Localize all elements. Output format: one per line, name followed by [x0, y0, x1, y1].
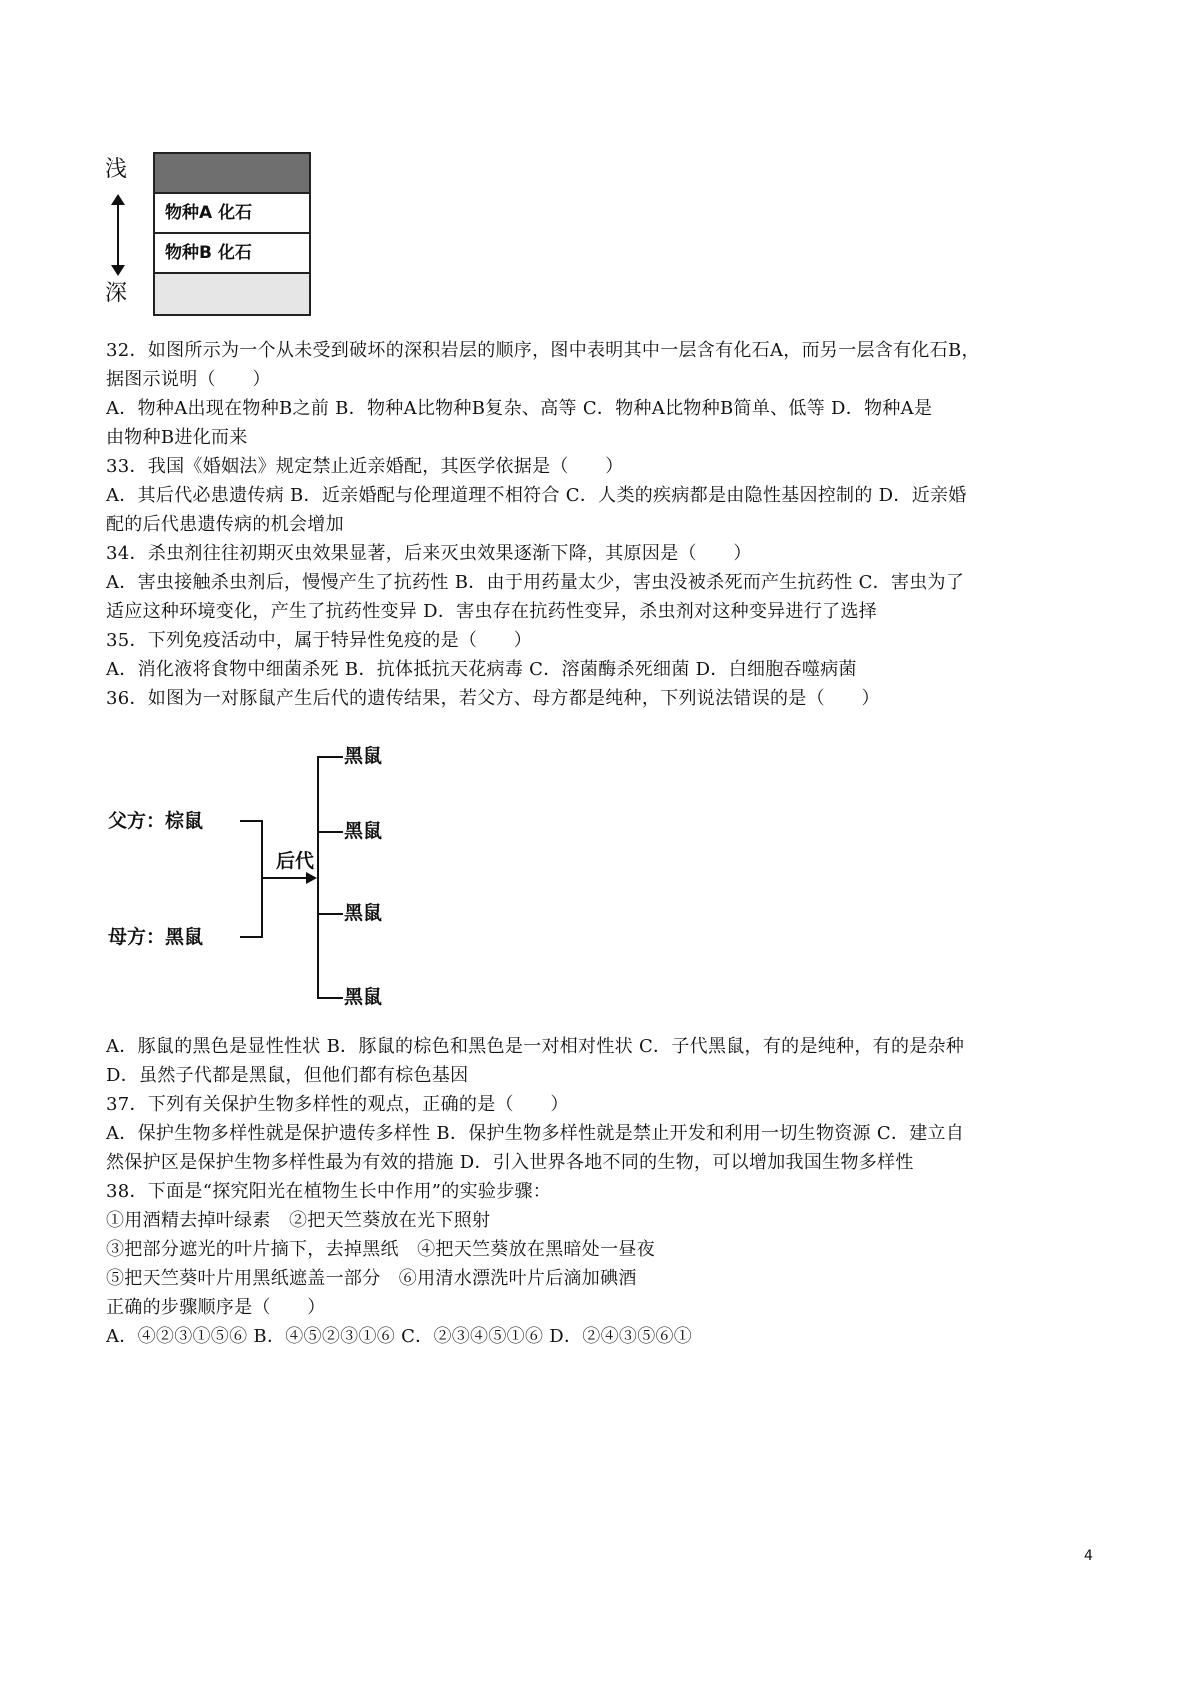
text-line: A．消化液将食物中细菌杀死 B．抗体抵抗天花病毒 C．溶菌酶杀死细菌 D．白细胞吞噬病菌: [106, 659, 857, 680]
offspring-item: 黑鼠: [344, 745, 383, 767]
text-line: 适应这种环境变化，产生了抗药性变异 D．害虫存在抗药性变异，杀虫剂对这种变异进行了选择: [106, 601, 878, 622]
text-line: A．豚鼠的黑色是显性性状 B．豚鼠的棕色和黑色是一对相对性状 C．子代黑鼠，有的是纯种，有的是杂种: [106, 1036, 965, 1057]
text-line: A．④②③①⑤⑥ B．④⑤②③①⑥ C．②③④⑤①⑥ D．②④③⑤⑥①: [106, 1326, 693, 1347]
text-line: 37．下列有关保护生物多样性的观点，正确的是（ ）: [106, 1094, 569, 1115]
text-line: 然保护区是保护生物多样性最为有效的措施 D．引入世界各地不同的生物，可以增加我国生物多样性: [106, 1152, 914, 1173]
text-line: 由物种B进化而来: [106, 427, 248, 448]
questions-36-38: [106, 1032, 1106, 1351]
connector-line: [261, 820, 263, 938]
connector-line: [317, 831, 343, 833]
offspring-item: 黑鼠: [344, 986, 383, 1008]
shallow-label: 浅: [105, 157, 128, 182]
strata-column: [153, 152, 311, 316]
page-number: 4: [1084, 1548, 1093, 1564]
text-line: 38．下面是“探究阳光在植物生长中作用”的实验步骤：: [106, 1181, 552, 1202]
text-line: 34．杀虫剂往往初期灭虫效果显著，后来灭虫效果逐渐下降，其原因是（ ）: [106, 543, 752, 564]
strata-layer-top: [155, 154, 309, 194]
depth-double-arrow-icon: [117, 202, 119, 268]
connector-line: [317, 997, 343, 999]
text-line: 正确的步骤顺序是（ ）: [106, 1297, 326, 1318]
strata-layer-fossil-b: 物种B 化石: [155, 234, 309, 274]
text-line: D．虽然子代都是黑鼠，但他们都有棕色基因: [106, 1065, 469, 1086]
connector-line: [317, 913, 343, 915]
offspring-item: 黑鼠: [344, 902, 383, 924]
connector-line: [240, 936, 262, 938]
text-line: A．其后代必患遗传病 B．近亲婚配与伦理道理不相符合 C．人类的疾病都是由隐性基因控制的 D．近亲婚: [106, 485, 967, 506]
offspring-bracket: [317, 756, 319, 999]
offspring-item: 黑鼠: [344, 820, 383, 842]
guinea-pig-cross-diagram: [108, 745, 428, 1008]
text-line: A．保护生物多样性就是保护遗传多样性 B．保护生物多样性就是禁止开发和利用一切生物资源 C．建立自: [106, 1123, 965, 1144]
connector-line: [240, 820, 262, 822]
text-line: 据图示说明（ ）: [106, 369, 271, 390]
text-line: A．害虫接触杀虫剂后，慢慢产生了抗药性 B．由于用药量太少，害虫没被杀死而产生抗药性 C．害虫为了: [106, 572, 965, 593]
text-line: A．物种A出现在物种B之前 B．物种A比物种B复杂、高等 C．物种A比物种B简单、低等 D．物种A是: [106, 398, 933, 419]
text-line: 33．我国《婚姻法》规定禁止近亲婚配，其医学依据是（ ）: [106, 456, 624, 477]
rock-strata-figure: [105, 150, 315, 320]
father-label: 父方：棕鼠: [108, 810, 204, 832]
strata-layer-fossil-a: 物种A 化石: [155, 194, 309, 234]
arrow-head-icon: [306, 872, 317, 884]
text-line: 32．如图所示为一个从未受到破坏的深积岩层的顺序，图中表明其中一层含有化石A，而另一层含有化石B，: [106, 340, 980, 361]
arrow-line: [262, 877, 309, 879]
text-line: ⑤把天竺葵叶片用黑纸遮盖一部分 ⑥用清水漂洗叶片后滴加碘酒: [106, 1268, 637, 1289]
connector-line: [317, 756, 343, 758]
deep-label: 深: [105, 281, 128, 306]
text-line: 配的后代患遗传病的机会增加: [106, 514, 344, 535]
text-line: 35．下列免疫活动中，属于特异性免疫的是（ ）: [106, 630, 533, 651]
text-line: ③把部分遮光的叶片摘下，去掉黑纸 ④把天竺葵放在黑暗处一昼夜: [106, 1239, 655, 1260]
text-line: 36．如图为一对豚鼠产生后代的遗传结果，若父方、母方都是纯种，下列说法错误的是（ ）: [106, 688, 880, 709]
offspring-label: 后代: [276, 850, 315, 872]
text-line: ①用酒精去掉叶绿素 ②把天竺葵放在光下照射: [106, 1210, 491, 1231]
strata-layer-bottom: [155, 274, 309, 314]
questions-32-36: [106, 336, 1106, 713]
mother-label: 母方：黑鼠: [108, 926, 204, 948]
